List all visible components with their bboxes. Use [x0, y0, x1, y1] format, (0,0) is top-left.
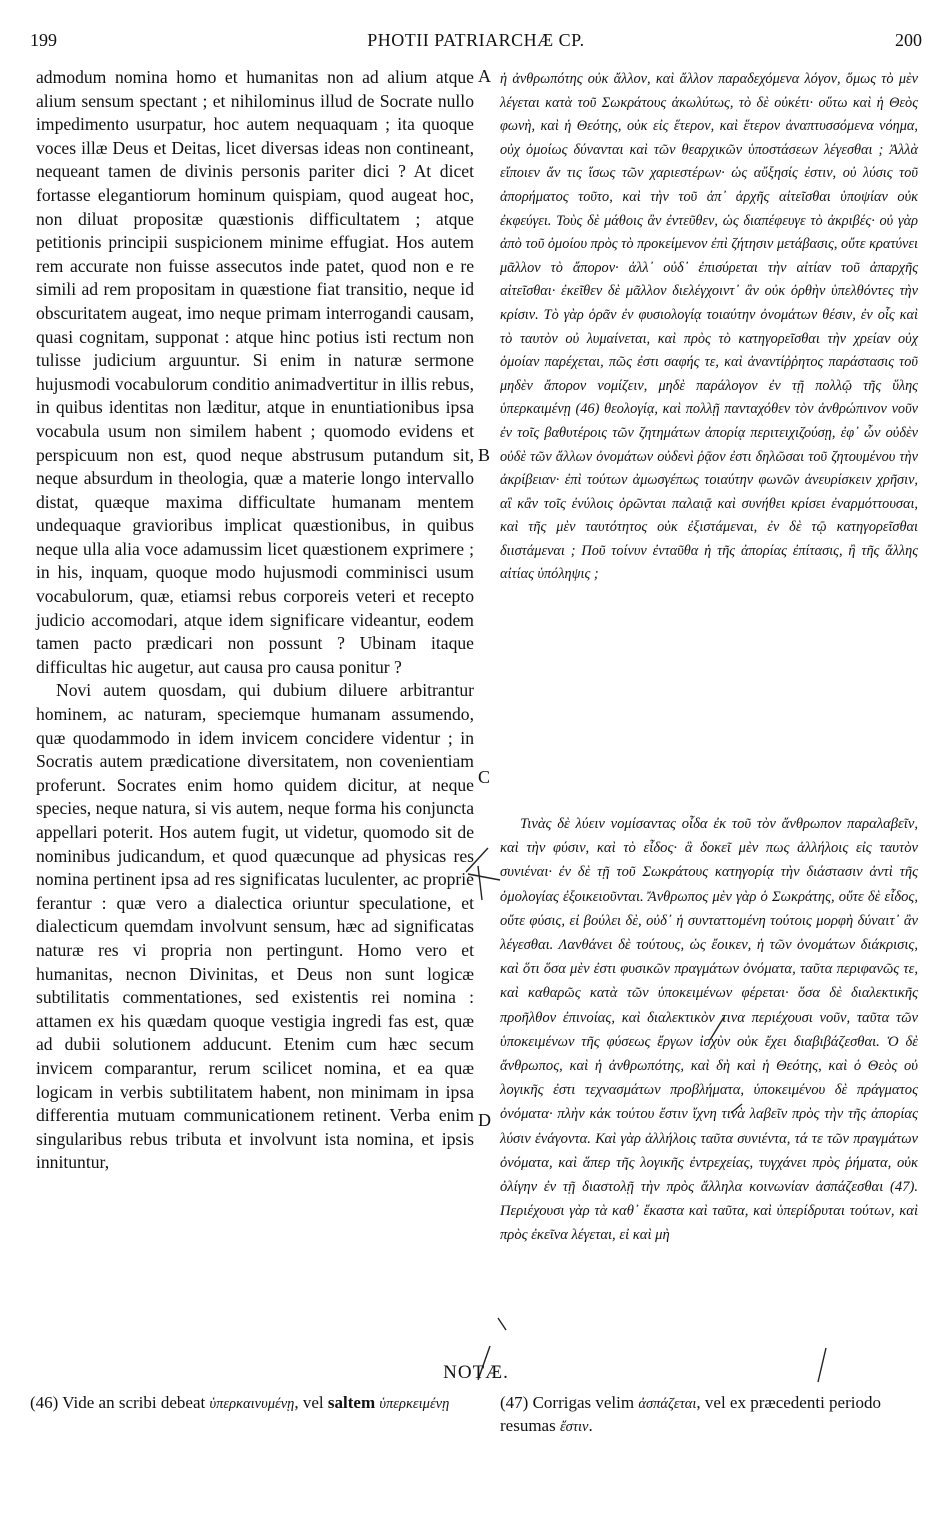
footnote-46-bold: saltem	[327, 1393, 376, 1412]
footnote-46-greek-1: ὑπερκαινυμένῃ	[209, 1396, 295, 1412]
page-number-left: 199	[30, 30, 57, 50]
footnote-46	[30, 1392, 470, 1415]
footnote-47-greek-1: ἀσπάζεται	[638, 1396, 697, 1412]
footnote-46-greek-2: ὑπερκειμένῃ	[379, 1396, 450, 1412]
notes-heading: NOTÆ.	[443, 1362, 509, 1383]
running-header	[30, 30, 922, 58]
latin-paragraph-1: admodum nomina homo et humanitas non ad alium atque alium sensum spectant ; et nihilominus illud de Socrate nullo impedimento usurpatur, hoc autem nequaquam ; ita quoque voces illæ Deus et Deitas, licet diversas ideas non contineant, nequeant tamen de divinis personis pariter dici ? At dicet fortasse elegantiorum hominum quispiam, quod augeat hoc, non diluat propositæ quæstionis difficultatem ; atque petitionis principii suspicionem minime effugiat. Hos autem rem accurate non fuisse assecutos inde patet, quod non e re simili ad rem propositam in quæstione fiat transitio, neque id obscuritatem augeat, imo neque primam interrogandi causam, quasi cognitam, supponat : atque hinc potius isti rectum non tulisse judicium arguuntur. Si enim in naturæ sermone hujusmodi vocabulorum conditio animadvertitur in illis rebus, in quibus identitas non læditur, atque in enuntiationibus ipsa vocabula usum non similem habent ; quomodo evidens et perspicuum non est, quod neque abstrusum putandum sit, neque absurdum in theologia, quæ a materie longo intervallo distat, quæque maxima difficultate humanam mentem undequaque gravioribus implicat quæstionibus, in quibus neque ulla alia voce adamussim licet quæstionem exprimere ; in his, inquam, quoque modo hujusmodi comminisci usum vocabulorum, quæ, etiamsi rebus corporeis veteri et recepto judicio accomodari, atque idem significare videantur, eodem tamen pacto prædicari non possunt ? Ubinam itaque difficultas hic augetur, aut causa pro causa ponitur ?	[36, 67, 474, 677]
greek-column-lower	[500, 812, 918, 1248]
footnote-47-mid: , vel ex præcedenti periodo resumas	[500, 1393, 881, 1435]
greek-column-upper	[500, 68, 918, 587]
page-number-right: 200	[895, 30, 922, 50]
footnote-47-end: .	[588, 1416, 593, 1435]
latin-paragraph-2: Novi autem quosdam, qui dubium diluere arbitrantur hominem, ac naturam, speciemque humanam assumendo, quæ quodammodo in idem invicem concidere videntur ; in Socratis autem prædicatione diversitatem, non covenientiam proferunt. Socrates enim homo quidem dicitur, at neque species, neque natura, si vis autem, neque forma his conjuncta appellari poterit. Hos autem fugit, ut videtur, quomodo sit de nominibus judicandum, et quod quæcunque ad physicas res nomina pertinent ipsa ad res significatas luculenter, ac proprie ferantur : quæ vero a dialectica oriuntur speculatione, et dialecticum quemdam involvunt sensum, hæc ad significatas naturæ res vi propria non pertingunt. Homo vero et humanitas, necnon Divinitas, et Deus non sunt logicæ subtilitatis commentationes, sed existentis rei nomina : attamen ex his quædam quoque vestigia ingredi fas est, quæ ad dubii solutionem adducunt. Etenim cum hæc secum invicem comparantur, rerum scilicet nomina, et ea quæ logicam in verbis subtilitatem habent, non minimam in ipsa differentia mutuam communicationem retinent. Verba enim singularibus rebus tributa et involvunt ista nomina, et ipsis innituntur,	[36, 680, 474, 1173]
margin-marker-b: B	[478, 445, 491, 465]
greek-paragraph-2: Τινὰς δὲ λύειν νομίσαντας οἶδα ἐκ τοῦ τὸν ἄνθρωπον παραλαβεῖν, καὶ τὴν φύσιν, καὶ τὸ εἶδος· ἃ δοκεῖ μὲν πως ἀλλήλοις εἰς ταυτὸν συνιέναι· ἐν δὲ τῇ τοῦ Σωκράτους κατηγορίᾳ τὴν διάστασιν ἀντὶ τῆς ὁμολογίας ἐξοικειοῦνται. Ἄνθρωπος μὲν γὰρ ὁ Σωκράτης, οὔτε δὲ εἶδος, οὔτε φύσις, εἰ βούλει δὲ, οὐδ᾽ ἡ συνταττομένη τούτοις μορφὴ δύναιτ᾽ ἂν λέγεσθαι. Λανθάνει δὲ τούτους, ὡς ἔοικεν, ἡ τῶν ὀνομάτων διάκρισις, καὶ ὅτι ὅσα μὲν ἐστι φυσικῶν πραγμάτων ὀνόματα, ταῦτα περιφανῶς τε, καὶ καθαρῶς κατὰ τῶν ὑποκειμένων φέρεται· ὅσα δὲ διαλεκτικῆς προῆλθον ἐπινοίας, καὶ διαλεκτικὸν τινα περιέχουσι νοῦν, ταῦτα τῶν ὑποκειμένων τῆς φύσεως ἔργων ἰσχὺν οὐκ ἔχει διαβιβάζεσθαι. Ὁ δὲ ἄνθρωπος, καὶ ἡ ἀνθρωπότης, καὶ δὴ καὶ ἡ Θεότης, καὶ ὁ Θεὸς οὐ λογικῆς ἐστι τεχνασμάτων προβλήματα, ὑποκειμένου δὲ πράγματος ὀνόματα· πλὴν κἀκ τούτου ἔστιν ἴχνη τινὰ λαβεῖν πρὸς τὴν τῆς ἀπορίας λύσιν ἐνάγοντα. Καὶ γὰρ ἀλλήλοις ταῦτα συνιέντα, τά τε τῶν πραγμάτων ὀνόματα, καὶ ἅπερ τῆς λογικῆς ἐντρεχείας, τυγχάνει πρὸς ῥήματα, οὐκ ὀλίγην ἐν τῇ διαστολῇ τὴν πρὸς ἄλληλα κοινωνίαν ἀσπάζεσθαι (47). Περιέχουσι γὰρ τὰ καθ᾽ ἕκαστα καὶ ταῦτα, καὶ ὑπερίδρυται τούτων, καὶ πρὸς ἐκεῖνα λέγεται, εἰ καὶ μὴ	[500, 816, 918, 1244]
margin-marker-c: C	[478, 767, 491, 787]
running-title: PHOTII PATRIARCHÆ CP.	[367, 30, 585, 50]
footnote-47-greek-2: ἔστιν	[559, 1419, 589, 1435]
footnote-47-text: (47) Corrigas velim	[500, 1393, 635, 1412]
margin-marker-d: D	[478, 1110, 491, 1130]
latin-column	[36, 66, 474, 1175]
margin-marker-a: A	[478, 66, 491, 86]
footnote-46-mid: , vel	[294, 1393, 324, 1412]
footnote-46-text: (46) Vide an scribi debeat	[30, 1393, 206, 1412]
footnote-47	[500, 1392, 930, 1438]
greek-paragraph-1: ἡ ἀνθρωπότης οὐκ ἄλλον, καὶ ἄλλον παραδεχόμενα λόγον, ὅμως τὸ μὲν λέγεται κατὰ τοῦ Σωκράτους ἀκωλύτως, τὸ δὲ οὐκέτι· οὕτω καὶ ἡ Θεὸς φωνὴ, καὶ ἡ Θεότης, οὐκ εἰς ἕτερον, καὶ ἕτερον ἀναπτυσσόμενα νόημα, οὐχ ὁμοίως δύνανται καὶ τῶν θεαρχικῶν ὑποστάσεων λέγεσθαι ; Ἀλλὰ εἴποιεν ἄν τις ἴσως τῶν χαριεστέρων· ὡς αὔξησίς ἐστιν, οὐ λύσις τοῦ ἀπορήματος τοῦτο, καὶ τὴν τοῦ ἀπ᾽ ἀρχῆς αἰτεῖσθαι ὑποψίαν οὐκ ἐκφεύγει. Τοὺς δὲ μάθοις ἂν ἐντεῦθεν, ὡς διαπέφευγε τὸ ἀκριβές· οὐ γὰρ ἀπὸ τοῦ ὁμοίου πρὸς τὸ προκείμενον ἐπὶ ζήτησιν μετάβασις, οὔτε κρατύνει μᾶλλον τὸ ἄπορον· ἀλλ᾽ οὐδ᾽ ἐπισύρεται τὴν αἰτίαν τοῦ ἀπαρχῆς αἰτεῖσθαι· ἐκεῖθεν δὲ μᾶλλον διελέγχοιντ᾽ ἂν οὐκ ὀρθὴν ὑπελθόντες τὴν κρίσιν. Τὸ γὰρ ὁρᾶν ἐν φυσιολογίᾳ τοιαύτην ὀνομάτων θέσιν, ἐν οἷς καὶ τὸ ταυτὸν οὐ λυμαίνεται, καὶ πρὸς τὸ κατηγορεῖσθαι τὴν χρείαν οὐχ ὁμοίαν παρέχεται, πῶς ἐστι σαφής τε, καὶ ἀναντίῤῥητος παράστασις τοῦ μηδὲν ἄπορον νομίζειν, μηδὲ παράλογον ἐν τῇ πολλῷ τῆς ὕλης ὑπερκαιμένῃ (46) θεολογίᾳ, καὶ πολλῇ πανταχόθεν τὸν ἀνθρώπινον νοῦν ἐν τοῖς βαθυτέροις τῶν ζητημάτων ἀπορίᾳ περιτειχιζούσῃ, ἐφ᾽ ὧν οὐδὲν οὐδὲ τῶν ἄλλων ὀνομάτων οὐδενὶ ῥᾷον ἐστι δηλῶσαι τοῦ ζητουμένου τὴν ἀκρίβειαν· ἐπὶ τούτων ἀμωσγέπως τοιαύτην φωνῶν ἀνευρίσκειν χρῆσιν, αἳ κἂν τοῖς ἐνύλοις ὁρῶνται παλαιᾷ καὶ συνήθει κρίσει ἐναρμόττουσαι, καὶ τῆς μὲν ταυτότητος οὐκ ἐξιστάμεναι, ἐν δὲ τῷ κατηγορεῖσθαι διιστάμεναι ; Ποῦ τοίνυν ἐνταῦθα ἡ τῆς ἀπορίας ἐπίτασις, ἢ τῆς ἄλλης αἰτίας ὑπόληψις ;	[500, 71, 918, 583]
